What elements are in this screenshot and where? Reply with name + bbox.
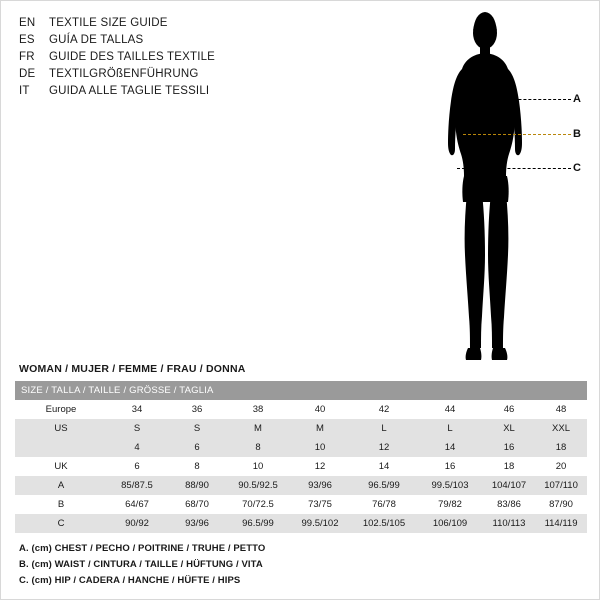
measure-label-c: C: [573, 162, 581, 174]
cell: 93/96: [167, 514, 227, 533]
cell: 68/70: [167, 495, 227, 514]
cell: 16: [483, 438, 535, 457]
cell: 64/67: [107, 495, 167, 514]
cell: 79/82: [417, 495, 483, 514]
cell: 93/96: [289, 476, 351, 495]
cell: 70/72.5: [227, 495, 289, 514]
cell: 85/87.5: [107, 476, 167, 495]
cell: 40: [289, 400, 351, 419]
title-lang-code: DE: [19, 68, 36, 80]
cell: 10: [227, 457, 289, 476]
footnote-c: C. (cm) HIP / CADERA / HANCHE / HÜFTE / HIPS: [19, 575, 241, 586]
cell: 73/75: [289, 495, 351, 514]
cell: 114/119: [535, 514, 587, 533]
title-lang-code: IT: [19, 85, 30, 97]
row-label: B: [15, 495, 107, 514]
size-table: [15, 381, 587, 533]
title-lang-code: FR: [19, 51, 35, 63]
measure-label-b: B: [573, 128, 581, 140]
cell: 106/109: [417, 514, 483, 533]
cell: 8: [167, 457, 227, 476]
title-row: [19, 49, 439, 66]
cell: S: [167, 419, 227, 438]
cell: 12: [351, 438, 417, 457]
title-text: TEXTILE SIZE GUIDE: [49, 17, 168, 29]
cell: 18: [535, 438, 587, 457]
cell: 83/86: [483, 495, 535, 514]
cell: XL: [483, 419, 535, 438]
table-header-row: [15, 381, 587, 400]
cell: 18: [483, 457, 535, 476]
row-label: Europe: [15, 400, 107, 419]
title-text: GUIDA ALLE TAGLIE TESSILI: [49, 85, 210, 97]
cell: 107/110: [535, 476, 587, 495]
cell: 34: [107, 400, 167, 419]
cell: M: [289, 419, 351, 438]
cell: 20: [535, 457, 587, 476]
cell: S: [107, 419, 167, 438]
title-lang-code: EN: [19, 17, 36, 29]
table-header-label: SIZE / TALLA / TAILLE / GRÖSSE / TAGLIA: [15, 381, 587, 400]
female-silhouette-icon: [431, 11, 591, 371]
cell: 88/90: [167, 476, 227, 495]
footnotes: [19, 541, 265, 589]
table-row: [15, 514, 587, 533]
table-row: [15, 495, 587, 514]
size-table-container: [15, 381, 587, 533]
table-row: [15, 457, 587, 476]
title-row: [19, 15, 439, 32]
cell: 46: [483, 400, 535, 419]
cell: 38: [227, 400, 289, 419]
cell: 110/113: [483, 514, 535, 533]
cell: M: [227, 419, 289, 438]
cell: L: [351, 419, 417, 438]
cell: XXL: [535, 419, 587, 438]
row-label: UK: [15, 457, 107, 476]
cell: 36: [167, 400, 227, 419]
cell: 10: [289, 438, 351, 457]
cell: 90.5/92.5: [227, 476, 289, 495]
cell: 14: [351, 457, 417, 476]
table-row: [15, 419, 587, 438]
figure-area: [431, 11, 591, 371]
cell: 42: [351, 400, 417, 419]
cell: 8: [227, 438, 289, 457]
title-text: GUIDE DES TAILLES TEXTILE: [49, 51, 216, 63]
cell: 99.5/102: [289, 514, 351, 533]
cell: 48: [535, 400, 587, 419]
cell: 99.5/103: [417, 476, 483, 495]
language-titles: [19, 15, 439, 100]
cell: 102.5/105: [351, 514, 417, 533]
measure-label-a: A: [573, 93, 581, 105]
cell: 14: [417, 438, 483, 457]
cell: L: [417, 419, 483, 438]
table-row: [15, 400, 587, 419]
row-label: C: [15, 514, 107, 533]
table-row: [15, 476, 587, 495]
cell: 90/92: [107, 514, 167, 533]
title-text: TEXTILGRÖßENFÜHRUNG: [49, 68, 199, 80]
cell: 96.5/99: [227, 514, 289, 533]
row-label: [15, 438, 107, 457]
title-lang-code: ES: [19, 34, 35, 46]
cell: 6: [167, 438, 227, 457]
cell: 6: [107, 457, 167, 476]
cell: 76/78: [351, 495, 417, 514]
cell: 87/90: [535, 495, 587, 514]
cell: 12: [289, 457, 351, 476]
row-label: US: [15, 419, 107, 438]
cell: 44: [417, 400, 483, 419]
cell: 16: [417, 457, 483, 476]
title-text: GUÍA DE TALLAS: [49, 34, 144, 46]
title-row: [19, 32, 439, 49]
footnote-a: A. (cm) CHEST / PECHO / POITRINE / TRUHE / PETTO: [19, 543, 266, 554]
title-row: [19, 66, 439, 83]
section-label-woman: WOMAN / MUJER / FEMME / FRAU / DONNA: [19, 363, 246, 375]
cell: 4: [107, 438, 167, 457]
title-row: [19, 83, 439, 100]
cell: 104/107: [483, 476, 535, 495]
row-label: A: [15, 476, 107, 495]
table-row: [15, 438, 587, 457]
footnote-b: B. (cm) WAIST / CINTURA / TAILLE / HÜFTUNG / VITA: [19, 559, 263, 570]
cell: 96.5/99: [351, 476, 417, 495]
